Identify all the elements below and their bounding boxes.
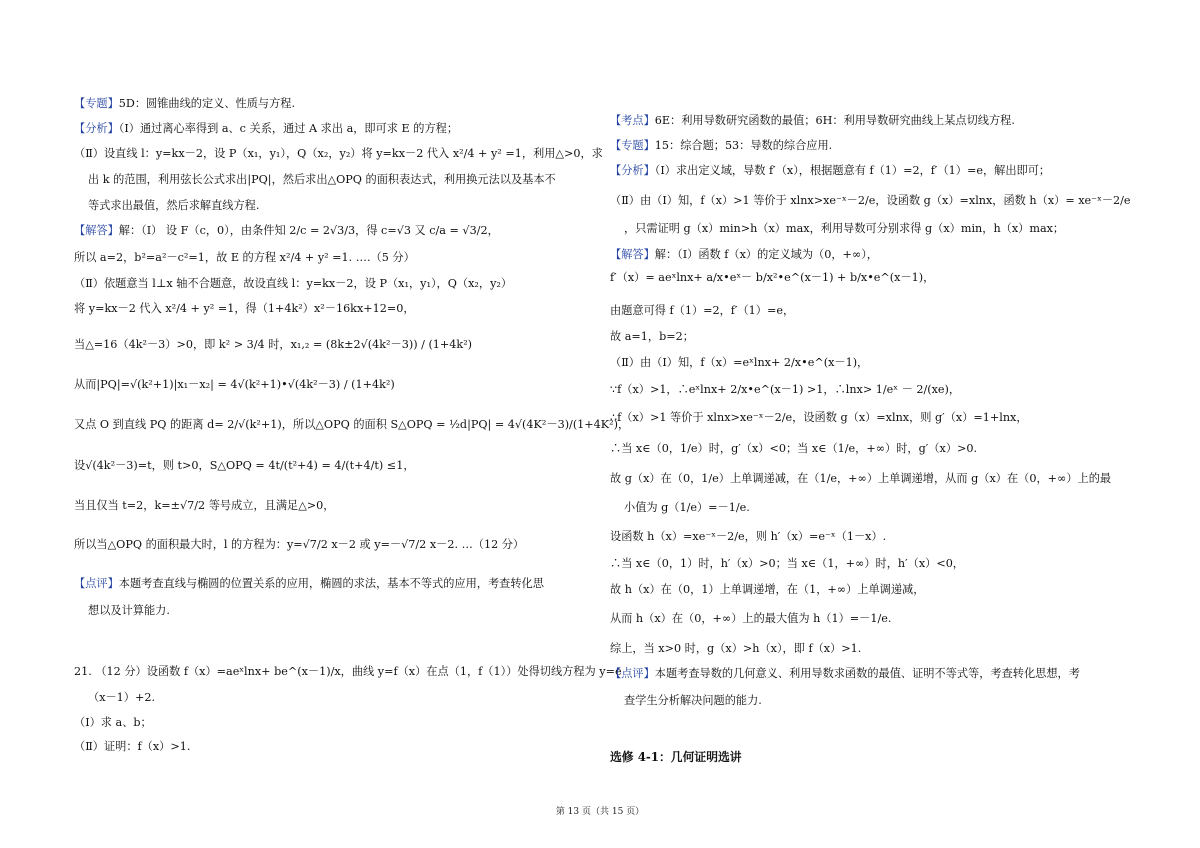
line-text: （x－1）+2. [88, 691, 156, 704]
left-line-16 [74, 603, 170, 619]
left-line-15 [74, 576, 544, 592]
line-text: 所以当△OPQ 的面积最大时，l 的方程为：y=√7/2 x－2 或 y=－√7/2 x－2. …（12 分） [74, 538, 525, 551]
right-line-21 [610, 693, 762, 709]
left-line-21 [74, 739, 190, 755]
line-text: 所以 a=2，b²=a²－c²=1，故 E 的方程 x²/4 + y² =1. ….（5 分） [74, 251, 415, 264]
line-text: （Ⅰ）求 a、b； [74, 716, 152, 729]
section-tag: 【专题】 [610, 139, 655, 152]
line-text: 6E：利用导数研究函数的最值；6H：利用导数研究曲线上某点切线方程. [654, 114, 1015, 127]
line-text: （Ⅰ）求出定义域，导数 f′（x），根据题意有 f（1）=2，f′（1）=e，解出即可； [654, 164, 1051, 177]
line-text: 故 a=1，b=2； [610, 330, 694, 343]
line-text: 小值为 g（1/e）=－1/e. [624, 501, 750, 514]
line-text: 故 g（x）在（0，1/e）上单调递减，在（1/e，+∞）上单调递增，从而 g（x）在（0，+∞）上的最 [610, 472, 1112, 485]
line-text: 解：（Ⅰ） 设 F（c，0），由条件知 2/c = 2√3/3，得 c=√3 又 c/a = √3/2， [118, 224, 499, 237]
left-line-11 [74, 417, 629, 433]
line-text: ∴f（x）>1 等价于 xlnx>xe⁻ˣ－2/e，设函数 g（x）=xlnx，则 g′（x）=1+lnx， [610, 411, 1028, 424]
left-line-8 [74, 301, 415, 317]
right-line-12 [610, 441, 977, 457]
line-text: 设函数 h（x）=xe⁻ˣ－2/e，则 h′（x）=e⁻ˣ（1－x）. [610, 530, 887, 543]
line-text: （Ⅰ）通过离心率得到 a、c 关系，通过 A 求出 a，即可求 E 的方程； [118, 122, 459, 135]
line-text: f′（x）= aeˣlnx+ a/x•eˣ－ b/x²•e^(x－1) + b/x•e^(x－1)， [610, 271, 935, 284]
right-line-4 [610, 221, 1064, 237]
line-text: 将 y=kx－2 代入 x²/4 + y² =1，得（1+4k²）x²－16kx+12=0， [74, 302, 415, 315]
line-text: 从而|PQ|=√(k²+1)|x₁－x₂| = 4√(k²+1)•√(4k²－3) / (1+4k²) [74, 378, 395, 391]
left-line-20 [74, 715, 152, 731]
left-line-18 [74, 664, 622, 680]
left-line-12 [74, 458, 415, 474]
section-tag: 【专题】 [74, 97, 119, 110]
line-text: （Ⅱ）由（Ⅰ）知，f（x）>1 等价于 xlnx>xe⁻ˣ－2/e，设函数 g（x）=xlnx，函数 h（x）= xe⁻ˣ－2/e [610, 194, 1131, 207]
line-text: 本题考查直线与椭圆的位置关系的应用，椭圆的求法，基本不等式的应用，考查转化思 [118, 577, 544, 590]
section-tag: 【分析】 [610, 164, 655, 177]
right-line-15 [610, 529, 886, 545]
right-line-11 [610, 410, 1028, 426]
line-text: 综上，当 x>0 时，g（x）>h（x），即 f（x）>1. [610, 642, 862, 655]
right-line-23 [610, 749, 742, 765]
line-text: 15：综合题；53：导数的综合应用. [654, 139, 833, 152]
line-text: 21. （12 分）设函数 f（x）=aeˣlnx+ be^(x－1)/x，曲线 y=f（x）在点（1，f（1））处得切线方程为 y=e [74, 665, 622, 678]
left-line-2 [74, 146, 603, 162]
line-text: 从而 h（x）在（0，+∞）上的最大值为 h（1）=－1/e. [610, 612, 892, 625]
line-text: （Ⅱ）依题意当 l⊥x 轴不合题意，故设直线 l：y=kx－2，设 P（x₁，y₁），Q（x₂，y₂） [74, 277, 513, 290]
section-tag: 【考点】 [610, 114, 655, 127]
line-text: ，只需证明 g（x）min>h（x）max，利用导数可分别求得 g（x）min，h（x）max； [624, 222, 1065, 235]
left-line-7 [74, 276, 512, 292]
left-line-1 [74, 121, 458, 137]
section-tag: 【点评】 [74, 577, 119, 590]
line-text: 查学生分析解决问题的能力. [624, 694, 762, 707]
line-text: 等式求出最值，然后求解直线方程. [88, 199, 260, 212]
line-text: 出 k 的范围，利用弦长公式求出|PQ|，然后求出△OPQ 的面积表达式，利用换元法以及基本不 [88, 173, 556, 186]
section-heading: 选修 4-1：几何证明选讲 [610, 750, 742, 764]
section-tag: 【解答】 [74, 224, 119, 237]
right-line-3 [610, 193, 1131, 209]
line-text: 当且仅当 t=2，k=±√7/2 等号成立，且满足△>0， [74, 499, 335, 512]
line-text: 想以及计算能力. [88, 604, 170, 617]
page-footer: 第 13 页（共 15 页） [555, 807, 645, 817]
left-line-13 [74, 498, 334, 514]
right-line-14 [610, 500, 750, 516]
section-tag: 【分析】 [74, 122, 119, 135]
section-tag: 【点评】 [610, 667, 655, 680]
right-line-20 [610, 666, 1080, 682]
line-text: 设√(4k²－3)=t，则 t>0，S△OPQ = 4t/(t²+4) = 4/(t+4/t) ≤1， [74, 459, 415, 472]
right-line-7 [610, 303, 794, 319]
line-text: （Ⅱ）设直线 l：y=kx－2，设 P（x₁，y₁），Q（x₂，y₂）将 y=kx－2 代入 x²/4 + y² =1，利用△>0，求 [74, 147, 603, 160]
section-tag: 【解答】 [610, 248, 655, 261]
right-line-2 [610, 163, 1050, 179]
right-line-18 [610, 611, 891, 627]
left-line-0 [74, 96, 295, 112]
right-line-13 [610, 471, 1111, 487]
line-text: ∴当 x∈（0，1）时，h′（x）>0；当 x∈（1，+∞）时，h′（x）<0， [610, 557, 964, 570]
left-line-5 [74, 223, 499, 239]
line-text: ∴当 x∈（0，1/e）时，g′（x）<0；当 x∈（1/e，+∞）时，g′（x）>0. [610, 442, 978, 455]
left-line-19 [74, 690, 155, 706]
left-line-6 [74, 250, 415, 266]
line-text: 5D：圆锥曲线的定义、性质与方程. [118, 97, 296, 110]
right-line-0 [610, 113, 1015, 129]
right-line-8 [610, 329, 694, 345]
line-text: 故 h（x）在（0，1）上单调递增，在（1，+∞）上单调递减， [610, 583, 925, 596]
line-text: 本题考查导数的几何意义、利用导数求函数的最值、证明不等式等，考查转化思想，考 [654, 667, 1080, 680]
line-text: 由题意可得 f（1）=2，f′（1）=e， [610, 304, 795, 317]
line-text: 又点 O 到直线 PQ 的距离 d= 2/√(k²+1)，所以△OPQ 的面积 S△OPQ = ½d|PQ| = 4√(4K²－3)/(1+4K²)， [74, 418, 630, 431]
right-line-1 [610, 138, 832, 154]
right-line-5 [610, 247, 878, 263]
line-text: ∵f（x）>1，∴eˣlnx+ 2/x•e^(x－1) >1，∴lnx> 1/eˣ － 2/(xe)， [610, 383, 961, 396]
line-text: （Ⅱ）证明：f（x）>1. [74, 740, 191, 753]
line-text: 当△=16（4k²－3）>0，即 k² > 3/4 时，x₁,₂ = (8k±2√(4k²－3)) / (1+4k²) [74, 338, 473, 351]
right-line-17 [610, 582, 924, 598]
right-line-16 [610, 556, 964, 572]
left-line-3 [74, 172, 556, 188]
right-line-6 [610, 270, 934, 286]
right-line-10 [610, 382, 960, 398]
left-line-4 [74, 198, 259, 214]
right-line-9 [610, 355, 868, 371]
left-line-14 [74, 537, 524, 553]
left-line-10 [74, 377, 395, 393]
line-text: （Ⅱ）由（Ⅰ）知，f（x）=eˣlnx+ 2/x•e^(x－1)， [610, 356, 869, 369]
right-line-19 [610, 641, 861, 657]
left-line-9 [74, 337, 472, 353]
line-text: 解：（Ⅰ）函数 f（x）的定义域为（0，+∞）， [654, 248, 878, 261]
